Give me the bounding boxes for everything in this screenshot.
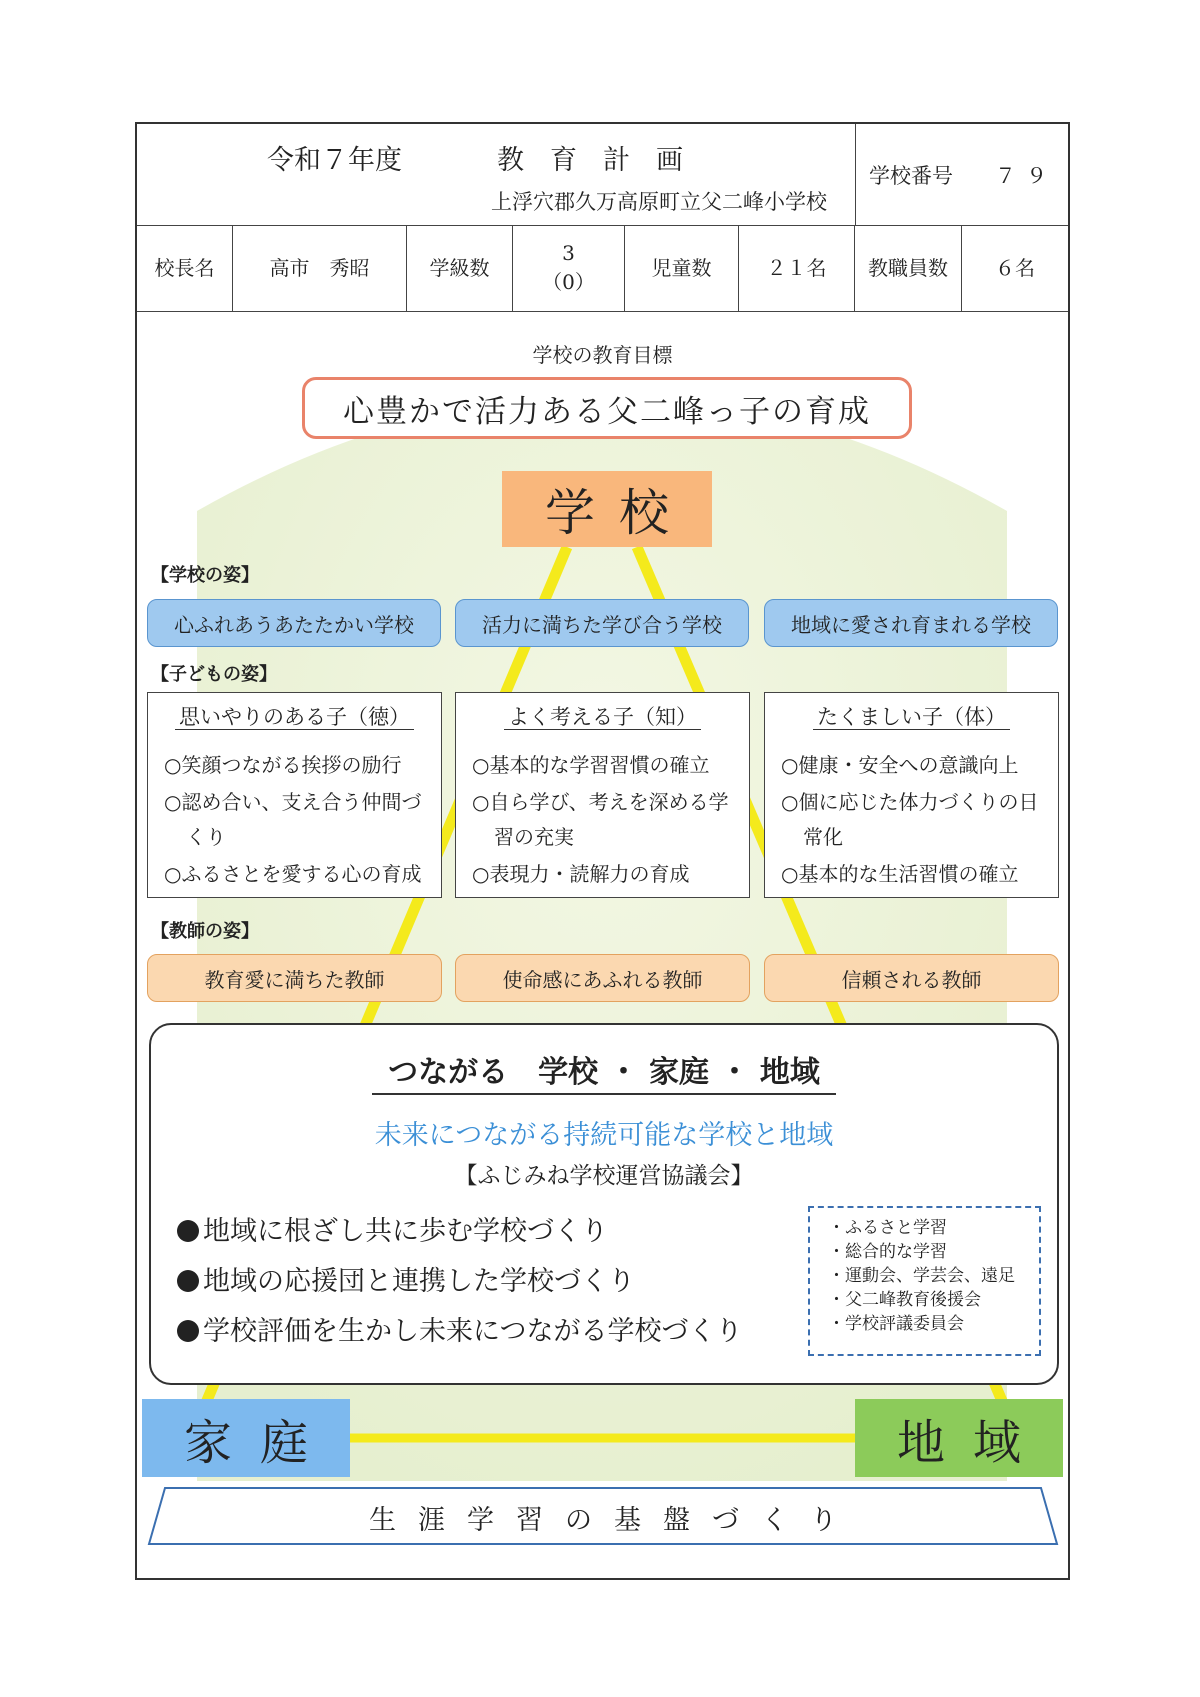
school-number-label: 学校番号 bbox=[869, 164, 953, 188]
child-box-virtue bbox=[147, 692, 442, 898]
school-name: 上浮穴郡久万高原町立父二峰小学校 bbox=[491, 190, 827, 214]
staff-count-value: ６名 bbox=[995, 255, 1035, 280]
child-box-title: 思いやりのある子（徳） bbox=[175, 705, 414, 730]
plan-title: 教育計画 bbox=[497, 145, 709, 176]
list-item: 地域の応援団と連携した学校づくり bbox=[177, 1257, 742, 1307]
list-item: ○基本的な学習習慣の確立 bbox=[472, 753, 710, 777]
list-item: ○ふるさとを愛する心の育成 bbox=[164, 862, 422, 886]
list-item: 学校評価を生かし未来につながる学校づくり bbox=[177, 1307, 742, 1357]
header-title-cell bbox=[137, 124, 856, 225]
class-count-label: 学級数 bbox=[407, 225, 513, 311]
school-trait-pill: 地域に愛され育まれる学校 bbox=[764, 599, 1058, 647]
class-count-cell bbox=[513, 225, 625, 311]
child-box-knowledge bbox=[455, 692, 750, 898]
list-item: ○基本的な生活習慣の確立 bbox=[781, 862, 1019, 886]
teacher-trait-pill: 教育愛に満ちた教師 bbox=[147, 954, 442, 1002]
home-box: 家庭 bbox=[142, 1399, 350, 1477]
goal-label: 学校の教育目標 bbox=[532, 343, 673, 367]
child-box-body bbox=[764, 692, 1059, 898]
year-title: 令和７年度 bbox=[267, 145, 402, 176]
school-section-label: 【学校の姿】 bbox=[151, 565, 259, 586]
student-count-value: ２１名 bbox=[739, 225, 855, 311]
principal-label: 校長名 bbox=[137, 225, 233, 311]
list-item: ・総合的な学習 bbox=[828, 1242, 947, 1262]
diagram-area bbox=[137, 311, 1068, 1578]
child-section-label: 【子どもの姿】 bbox=[151, 664, 277, 685]
list-item: 地域に根ざし共に歩む学校づくり bbox=[177, 1207, 742, 1257]
child-box-title: よく考える子（知） bbox=[504, 705, 701, 730]
student-count-label: 児童数 bbox=[625, 225, 739, 311]
connect-bullets bbox=[177, 1207, 742, 1357]
principal-name: 高市 秀昭 bbox=[233, 225, 407, 311]
lifelong-learning-banner bbox=[147, 1486, 1059, 1546]
list-item: ○表現力・読解力の育成 bbox=[472, 862, 690, 886]
staff-count-label: 教職員数 bbox=[855, 225, 962, 311]
council-name: 【ふじみね学校運営協議会】 bbox=[454, 1163, 754, 1189]
bullet-dot-icon bbox=[177, 1270, 199, 1292]
class-count-sub: （0） bbox=[542, 270, 595, 294]
list-item: ・ふるさと学習 bbox=[828, 1218, 947, 1238]
header-row-top bbox=[137, 124, 1068, 226]
teacher-trait-pill: 使命感にあふれる教師 bbox=[455, 954, 750, 1002]
bullet-dot-icon bbox=[177, 1220, 199, 1242]
list-item: ・学校評議委員会 bbox=[828, 1314, 964, 1334]
connect-box bbox=[149, 1023, 1059, 1385]
bullet-dot-icon bbox=[177, 1320, 199, 1342]
header-row-stats bbox=[137, 225, 1068, 312]
school-number-value: ７９ bbox=[995, 164, 1057, 188]
school-trait-pill: 活力に満ちた学び合う学校 bbox=[455, 599, 749, 647]
list-item: ○自ら学び、考えを深める学習の充実 bbox=[472, 790, 729, 849]
list-item: ○個に応じた体力づくりの日常化 bbox=[781, 790, 1039, 849]
connect-title: つながる 学校 ・ 家庭 ・ 地域 bbox=[372, 1055, 836, 1095]
school-box: 学校 bbox=[502, 471, 712, 547]
education-plan-sheet bbox=[135, 122, 1070, 1580]
list-item: ○笑顔つながる挨拶の励行 bbox=[164, 753, 402, 777]
teacher-section-label: 【教師の姿】 bbox=[151, 921, 259, 942]
connect-subtitle: 未来につながる持続可能な学校と地域 bbox=[374, 1120, 834, 1151]
list-item: ・父二峰教育後援会 bbox=[828, 1290, 981, 1310]
list-item: ○健康・安全への意識向上 bbox=[781, 753, 1019, 777]
lifelong-text: 生涯学習の基盤づくり bbox=[369, 1505, 859, 1536]
community-box: 地域 bbox=[855, 1399, 1063, 1477]
activities-box bbox=[808, 1206, 1041, 1356]
list-item: ・運動会、学芸会、遠足 bbox=[828, 1266, 1015, 1286]
school-trait-pill: 心ふれあうあたたかい学校 bbox=[147, 599, 441, 647]
child-box-title: たくましい子（体） bbox=[813, 705, 1010, 730]
class-count-value: 3 bbox=[562, 241, 575, 265]
list-item: ○認め合い、支え合う仲間づくり bbox=[164, 790, 422, 849]
goal-box: 心豊かで活力ある父二峰っ子の育成 bbox=[302, 377, 912, 439]
teacher-trait-pill: 信頼される教師 bbox=[764, 954, 1059, 1002]
school-number-cell bbox=[857, 124, 1068, 225]
